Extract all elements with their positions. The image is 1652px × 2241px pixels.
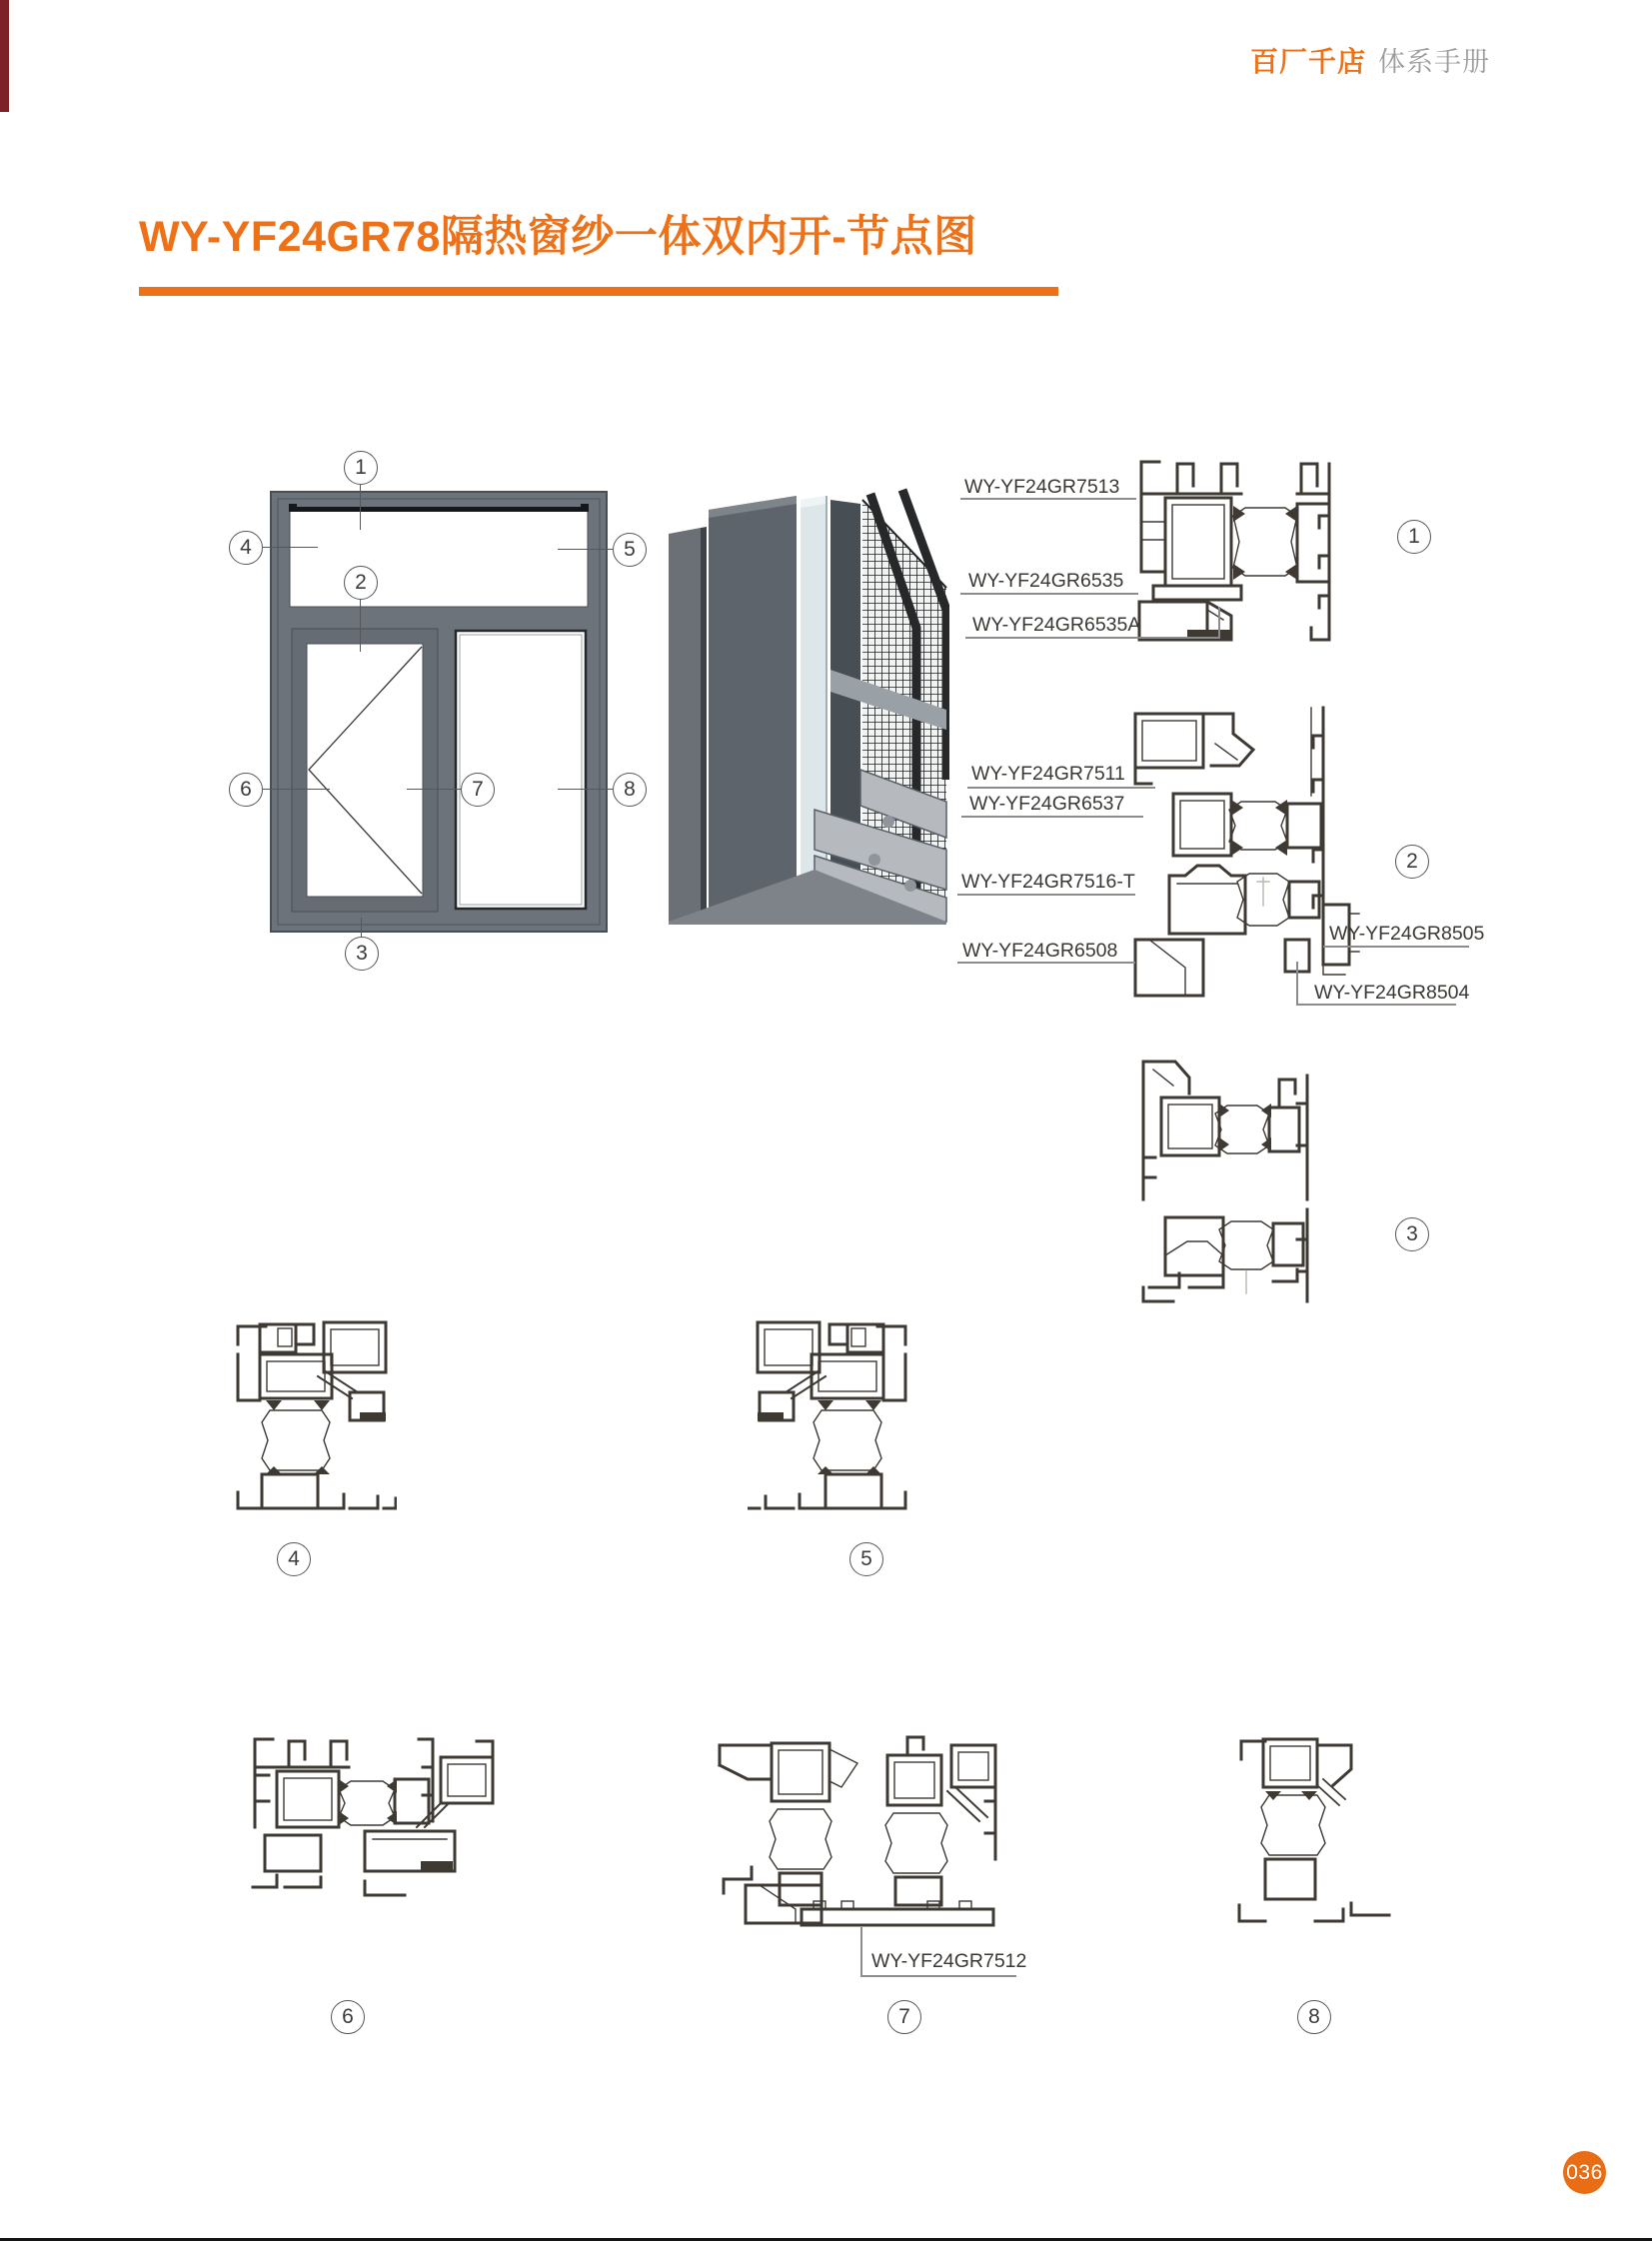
leader-line bbox=[558, 549, 613, 550]
elevation-callout-3: 3 bbox=[345, 937, 379, 971]
section-circle-2: 2 bbox=[1395, 845, 1429, 879]
leader-line bbox=[263, 789, 330, 790]
section-circle-1: 1 bbox=[1397, 520, 1431, 554]
leader-line bbox=[407, 789, 461, 790]
section-circle-5: 5 bbox=[849, 1542, 883, 1576]
label-leader bbox=[1323, 946, 1469, 948]
part-label: WY-YF24GR7516-T bbox=[961, 871, 1135, 893]
part-label: WY-YF24GR6537 bbox=[969, 793, 1125, 815]
part-label: WY-YF24GR7513 bbox=[964, 476, 1120, 498]
part-label: WY-YF24GR7511 bbox=[971, 763, 1125, 785]
label-leader bbox=[860, 1927, 862, 1976]
section-circle-7: 7 bbox=[887, 2000, 921, 2034]
elevation-callout-5: 5 bbox=[613, 533, 647, 567]
elevation-callout-7: 7 bbox=[461, 773, 495, 807]
page-number-badge: 036 bbox=[1563, 2151, 1606, 2194]
elevation-callout-4: 4 bbox=[229, 531, 263, 565]
elevation-callout-2: 2 bbox=[344, 566, 378, 600]
section-circle-4: 4 bbox=[277, 1542, 311, 1576]
part-label: WY-YF24GR6535A bbox=[972, 614, 1141, 636]
elevation-callout-1: 1 bbox=[344, 451, 378, 485]
label-leader bbox=[1296, 962, 1298, 1005]
corner-sample-photo bbox=[665, 470, 949, 925]
label-leader bbox=[860, 1975, 1016, 1977]
leader-line bbox=[360, 485, 361, 530]
detail-7-section-drawing bbox=[712, 1729, 1001, 1929]
detail-3-section-drawing bbox=[1129, 1050, 1334, 1317]
label-leader bbox=[967, 787, 1155, 789]
detail-6-section-drawing bbox=[245, 1731, 505, 1931]
elevation-callout-6: 6 bbox=[229, 773, 263, 807]
part-label: WY-YF24GR7512 bbox=[871, 1950, 1027, 1972]
elevation-callout-8: 8 bbox=[613, 773, 647, 807]
detail-5-section-drawing bbox=[748, 1314, 912, 1514]
part-label: WY-YF24GR6508 bbox=[962, 940, 1118, 962]
title-underline bbox=[139, 287, 1058, 296]
doc-header bbox=[1250, 40, 1490, 80]
label-leader bbox=[1218, 607, 1220, 638]
brand-suffix-text: 体系手册 bbox=[1378, 47, 1490, 77]
section-circle-6: 6 bbox=[331, 2000, 365, 2034]
label-leader bbox=[957, 894, 1135, 896]
label-leader bbox=[961, 816, 1143, 818]
label-leader bbox=[960, 593, 1138, 595]
part-label: WY-YF24GR8504 bbox=[1314, 982, 1470, 1004]
brand-text: 百厂千店 bbox=[1249, 46, 1366, 77]
section-circle-8: 8 bbox=[1297, 2000, 1331, 2034]
leader-line bbox=[263, 547, 318, 548]
window-elevation-diagram bbox=[270, 491, 608, 933]
leader-line bbox=[558, 789, 613, 790]
detail-2-section-drawing bbox=[1127, 700, 1367, 1002]
page-title: WY-YF24GR78隔热窗纱一体双内开-节点图 bbox=[139, 213, 977, 261]
detail-4-section-drawing bbox=[232, 1314, 397, 1514]
detail-1-section-drawing bbox=[1129, 452, 1334, 644]
section-circle-3: 3 bbox=[1395, 1217, 1429, 1251]
part-label: WY-YF24GR8505 bbox=[1329, 923, 1485, 945]
leader-line bbox=[360, 600, 361, 652]
corner-tab bbox=[0, 0, 9, 112]
leader-line bbox=[361, 918, 362, 937]
label-leader bbox=[965, 637, 1220, 639]
detail-8-section-drawing bbox=[1231, 1729, 1396, 1929]
part-label: WY-YF24GR6535 bbox=[968, 570, 1124, 592]
